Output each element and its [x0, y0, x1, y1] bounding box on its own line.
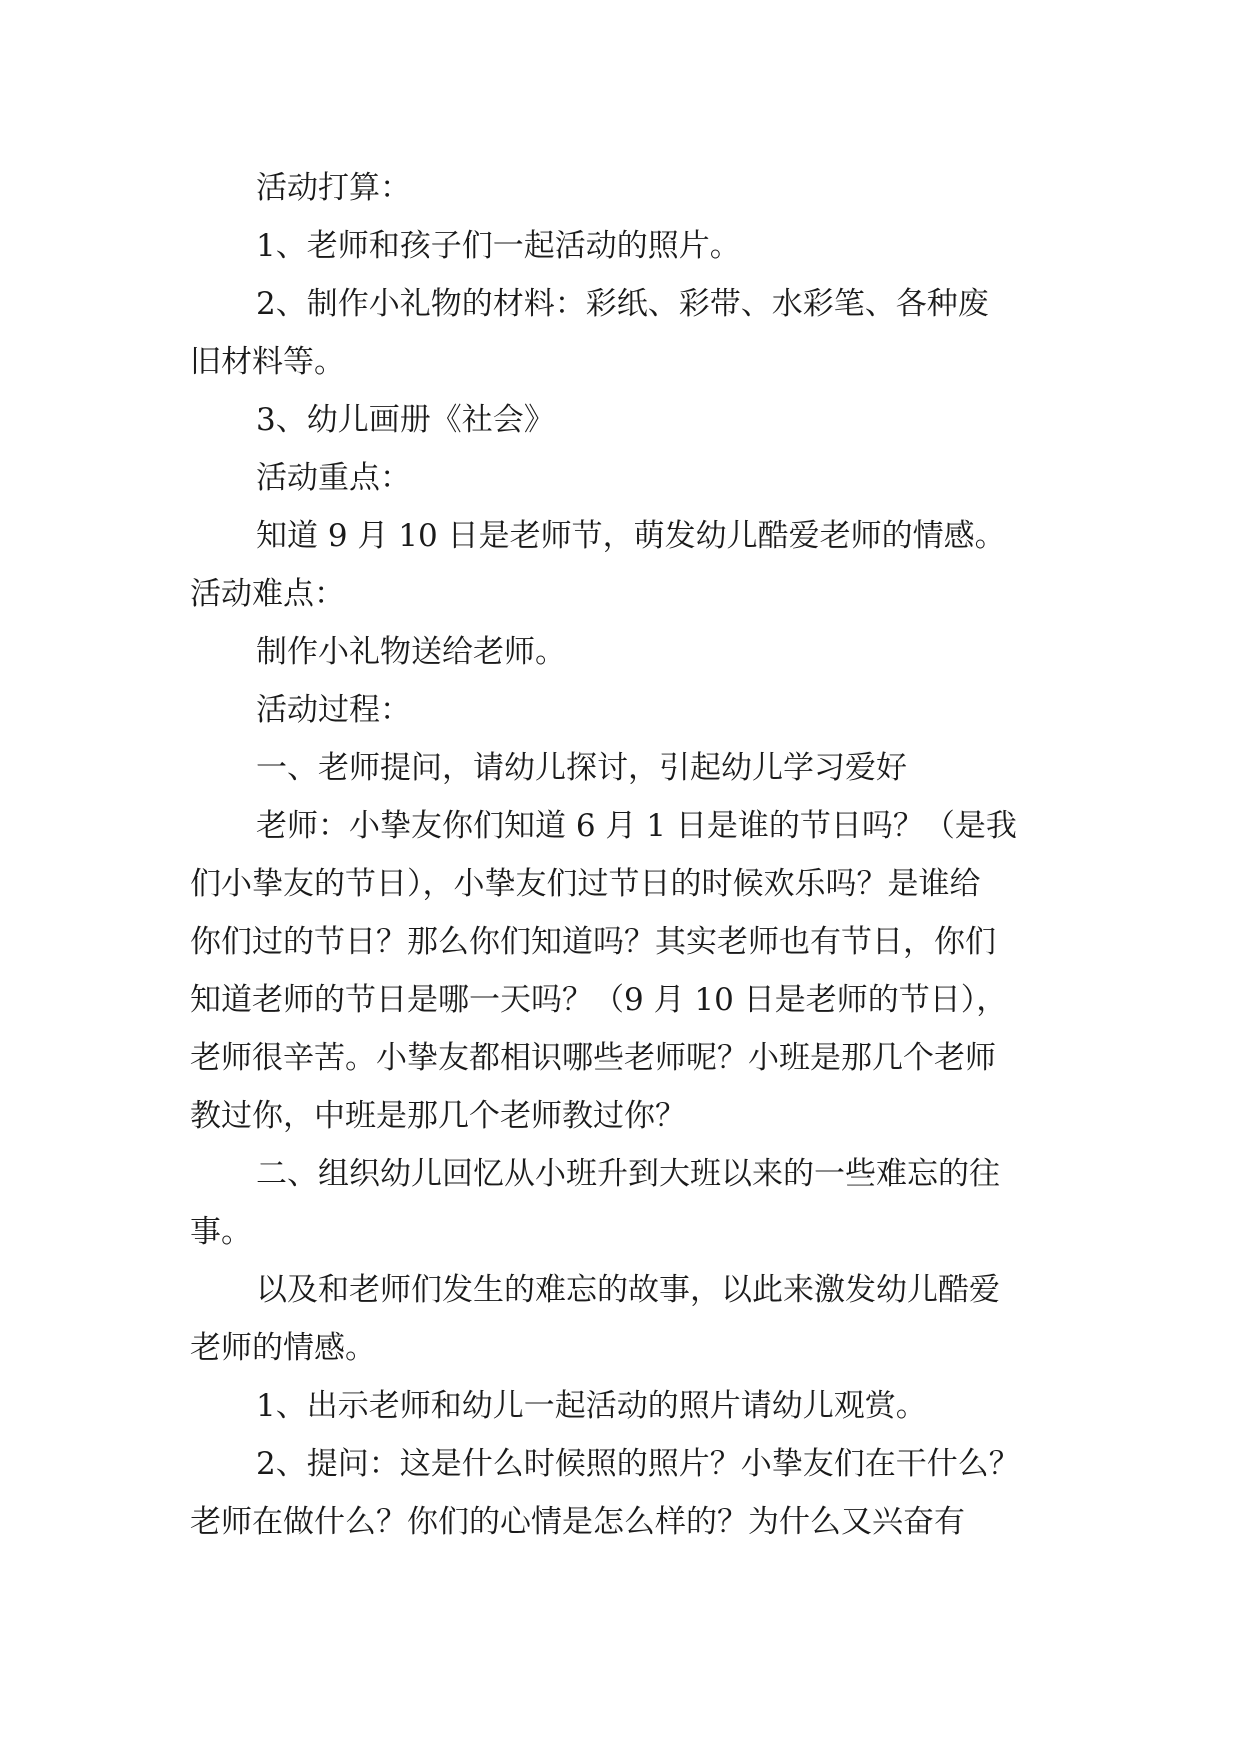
- key-points-text: 知道 9 月 10 日是老师节，萌发幼儿酷爱老师的情感。: [256, 518, 1006, 554]
- section-heading-difficulties: 活动难点：: [190, 576, 345, 612]
- preparation-item-3: 3、幼儿画册《社会》: [256, 402, 555, 438]
- paragraph-line: 老师的情感。: [190, 1330, 376, 1366]
- document-body: [190, 159, 1060, 1551]
- section-heading-process: 活动过程：: [256, 692, 411, 728]
- process-substep-2-continued: 老师在做什么？你们的心情是怎么样的？为什么又兴奋有: [190, 1504, 965, 1540]
- paragraph-line: 们小挚友的节日），小挚友们过节日的时候欢乐吗？是谁给: [190, 866, 981, 902]
- paragraph-line: 你们过的节日？那么你们知道吗？其实老师也有节日，你们: [190, 924, 996, 960]
- process-step-2-heading: 二、组织幼儿回忆从小班升到大班以来的一些难忘的往: [256, 1156, 1000, 1192]
- process-step-1-heading: 一、老师提问，请幼儿探讨，引起幼儿学习爱好: [256, 750, 907, 786]
- paragraph-line: 知道老师的节日是哪一天吗？（9 月 10 日是老师的节日），: [190, 982, 1008, 1018]
- process-substep-1: 1、出示老师和幼儿一起活动的照片请幼儿观赏。: [256, 1388, 927, 1424]
- paragraph-line: 以及和老师们发生的难忘的故事，以此来激发幼儿酷爱: [256, 1272, 1000, 1308]
- paragraph-line: 教过你，中班是那几个老师教过你？: [190, 1098, 686, 1134]
- preparation-item-2-continued: 旧材料等。: [190, 344, 345, 380]
- process-substep-2: 2、提问：这是什么时候照的照片？小挚友们在干什么？: [256, 1446, 1020, 1482]
- preparation-item-1: 1、老师和孩子们一起活动的照片。: [256, 228, 741, 264]
- section-heading-preparation: 活动打算：: [256, 170, 411, 206]
- paragraph-line: 老师很辛苦。小挚友都相识哪些老师呢？小班是那几个老师: [190, 1040, 996, 1076]
- difficulties-text: 制作小礼物送给老师。: [256, 634, 566, 670]
- paragraph-line: 老师：小挚友你们知道 6 月 1 日是谁的节日吗？（是我: [256, 808, 1017, 844]
- process-step-2-heading-continued: 事。: [190, 1214, 252, 1250]
- preparation-item-2: 2、制作小礼物的材料：彩纸、彩带、水彩笔、各种废: [256, 286, 989, 322]
- section-heading-key-points: 活动重点：: [256, 460, 411, 496]
